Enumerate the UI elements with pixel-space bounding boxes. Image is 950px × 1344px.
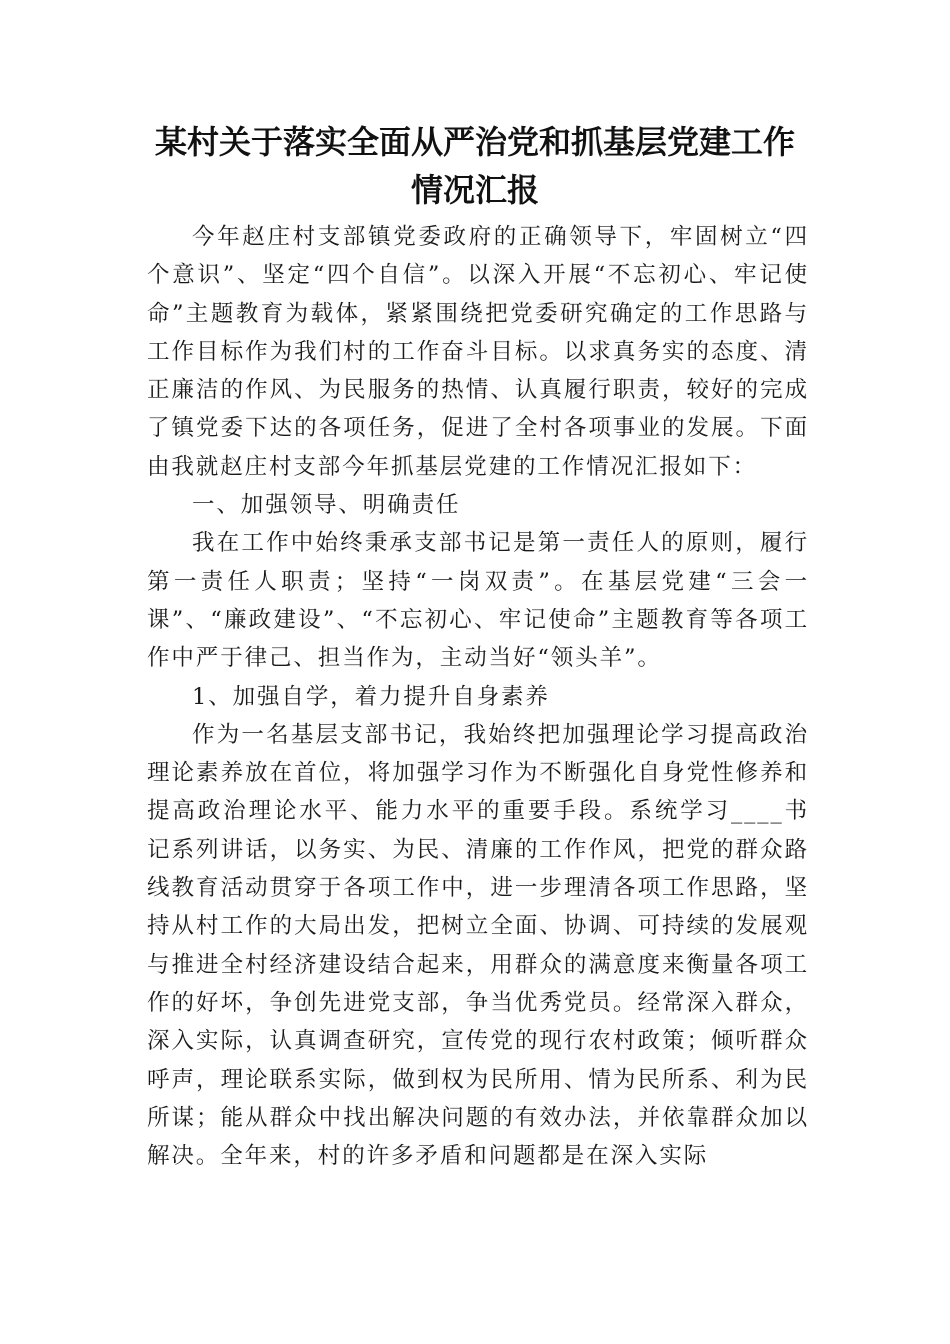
section-heading-1: 一、加强领导、明确责任 — [192, 492, 461, 519]
subsection-heading-1: 1、加强自学，着力提升自身素养 — [192, 683, 550, 710]
subsection-1-paragraph: 作为一名基层支部书记，我始终把加强理论学习提高政治理论素养放在首位，将加强学习作为不断强化自身党性修养和提高政治理论水平、能力水平的重要手段。系统学习____书记系列讲话，以务实、为民、清廉的工作作风，把党的群众路线教育活动贯穿于各项工作中，进一步理清各项工作思路，坚持从村工作的大局出发，把树立全面、协调、可持续的发展观与推进全村经济建设结合起来，用群众的满意度来衡量各项工作的好坏，争创先进党支部，争当优秀党员。经常深入群众，深入实际，认真调查研究，宣传党的现行农村政策；倾听群众呼声，理论联系实际，做到权为民所用、情为民所系、利为民所谋；能从群众中找出解决问题的有效办法，并依靠群众加以解决。全年来，村的许多矛盾和问题都是在深入实际 — [147, 721, 809, 1170]
document-title: 某村关于落实全面从严治党和抓基层党建工作情况汇报 — [154, 123, 795, 209]
document-body — [147, 218, 809, 1175]
intro-paragraph: 今年赵庄村支部镇党委政府的正确领导下，牢固树立“四个意识”、坚定“四个自信”。以深入开展“不忘初心、牢记使命”主题教育为载体，紧紧围绕把党委研究确定的工作思路与工作目标作为我们村的工作奋斗目标。以求真务实的态度、清正廉洁的作风、为民服务的热情、认真履行职责，较好的完成了镇党委下达的各项任务，促进了全村各项事业的发展。下面由我就赵庄村支部今年抓基层党建的工作情况汇报如下： — [147, 224, 809, 480]
section-1-paragraph: 我在工作中始终秉承支部书记是第一责任人的原则，履行第一责任人职责；坚持“一岗双责”。在基层党建“三会一课”、“廉政建设”、“不忘初心、牢记使命”主题教育等各项工作中严于律己、担当作为，主动当好“领头羊”。 — [147, 530, 809, 672]
